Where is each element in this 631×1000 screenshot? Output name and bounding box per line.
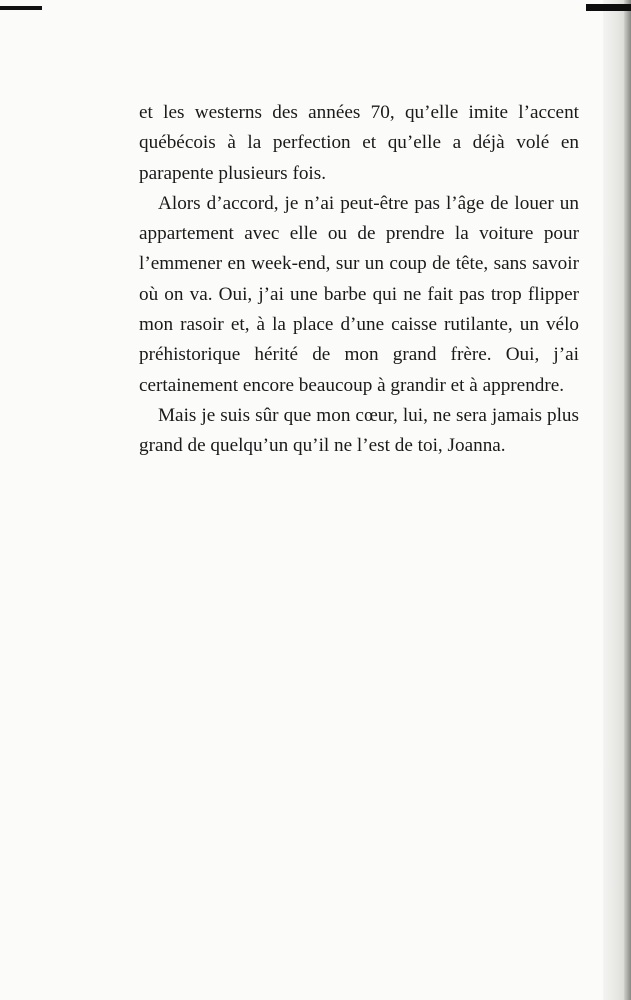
paragraph-continuation: et les westerns des années 70, qu’elle imite l’accent québécois à la perfection et qu’elle a déjà volé en parapente plusieurs fois. (139, 102, 579, 184)
paragraph-alors-daccord: Alors d’accord, je n’ai peut-être pas l’âge de louer un appartement avec elle ou de prendre la voiture pour l’emmener en week-end, sur un coup de tête, sans savoir où on va. Oui, j’ai une barbe qui ne fait pas trop flipper mon rasoir et, à la place d’une caisse rutilante, un vélo préhistorique hérité de mon grand frère. Oui, j’ai certainement encore beaucoup à grandir et à apprendre. (139, 192, 579, 396)
top-right-scan-mark (586, 4, 631, 11)
page-edge-shadow (624, 0, 631, 1000)
paragraph-mais-je-suis-sur: Mais je suis sûr que mon cœur, lui, ne sera jamais plus grand de quelqu’un qu’il ne l’est de toi, Joanna. (139, 404, 579, 457)
top-left-scan-mark (0, 6, 42, 10)
page-text (139, 98, 579, 462)
